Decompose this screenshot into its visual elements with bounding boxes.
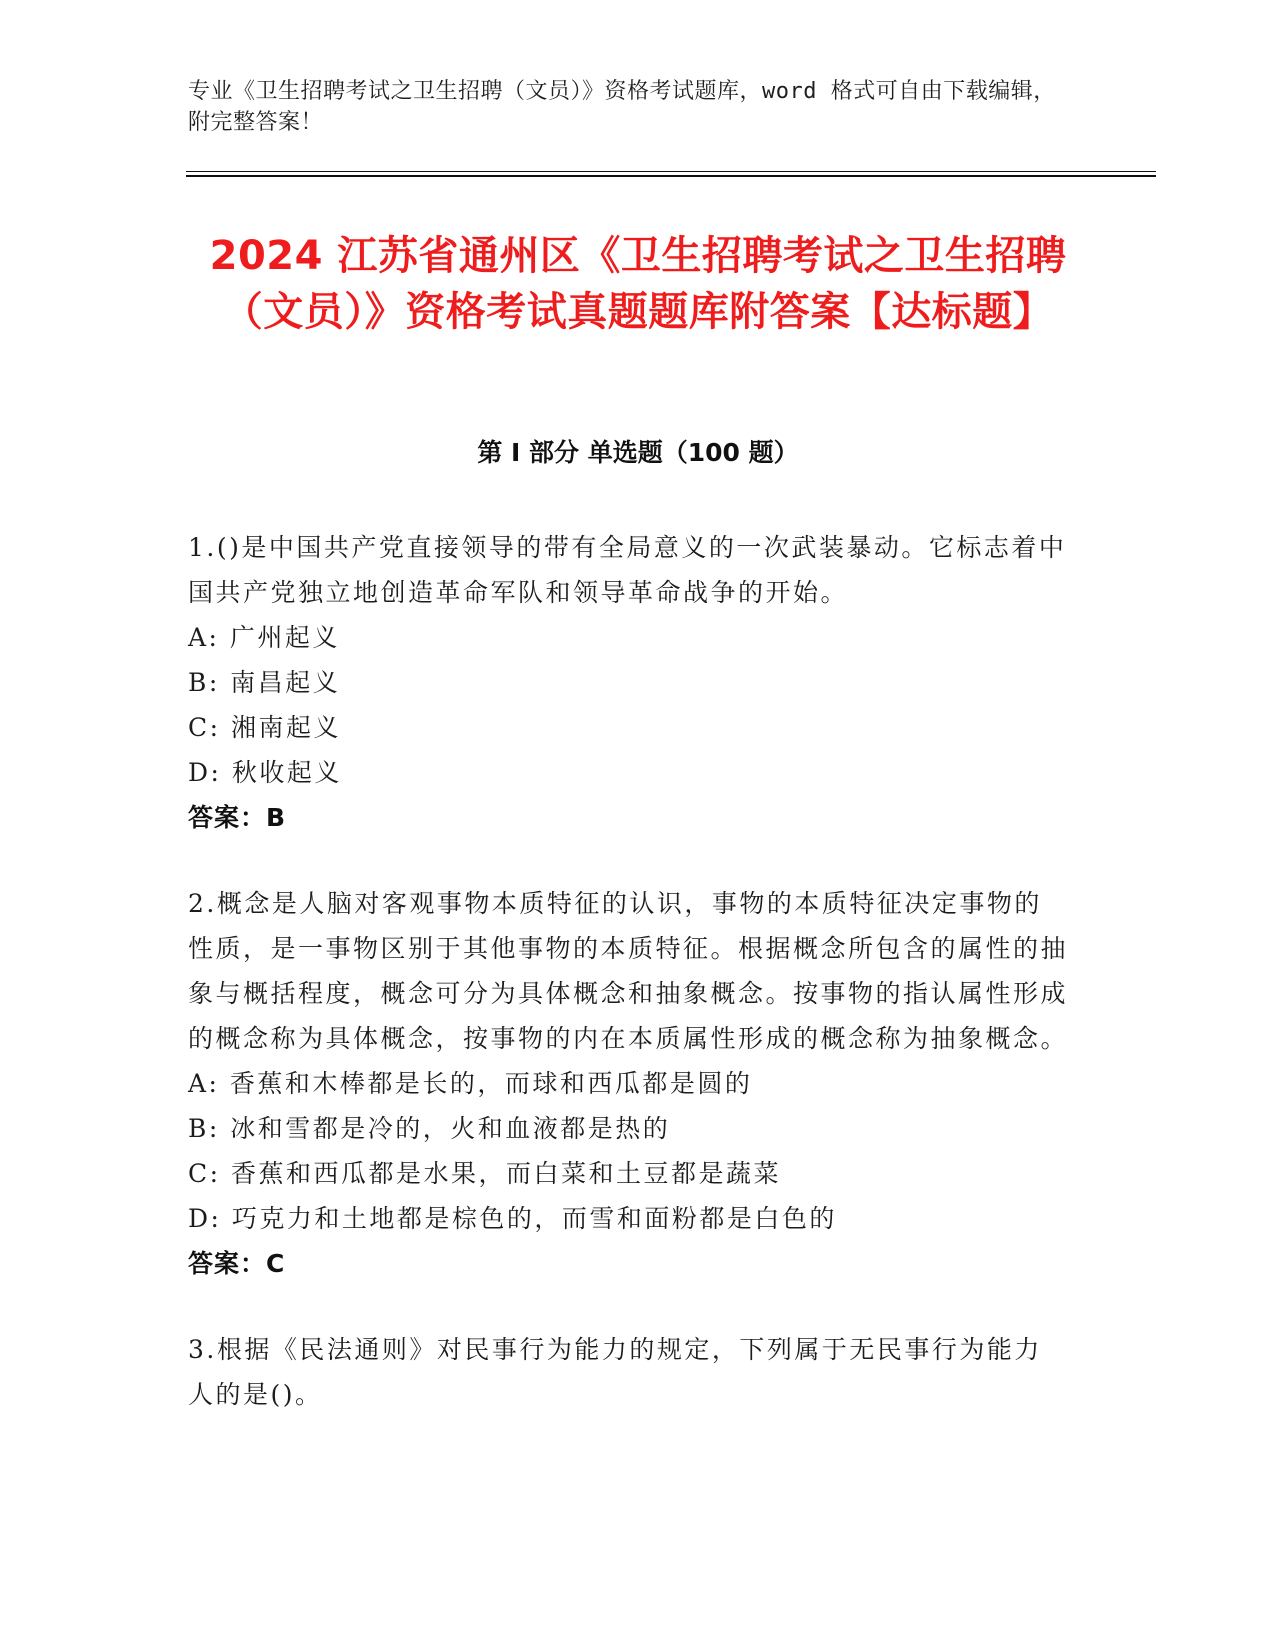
option-d: D: 巧克力和土地都是棕色的，而雪和面粉都是白色的 (188, 1204, 837, 1233)
option-d: D: 秋收起义 (188, 758, 342, 787)
answer: 答案：B (188, 803, 287, 832)
question-2 (188, 881, 1068, 1286)
question-list (188, 525, 1068, 1458)
question-1 (188, 525, 1068, 840)
document-title: 2024 江苏省通州区《卫生招聘考试之卫生招聘（文员）》资格考试真题题库附答案【达标题】 (209, 233, 1067, 335)
header-rule-thin (186, 171, 1156, 172)
question-stem: 3.根据《民法通则》对民事行为能力的规定，下列属于无民事行为能力人的是()。 (188, 1335, 1042, 1409)
answer: 答案：C (188, 1249, 286, 1278)
option-a: A: 香蕉和木棒都是长的，而球和西瓜都是圆的 (188, 1069, 753, 1098)
header-rule-thick (186, 175, 1156, 177)
option-c: C: 湘南起义 (188, 713, 341, 742)
section-heading: 第 I 部分 单选题（100 题） (477, 438, 799, 467)
question-stem: 1.()是中国共产党直接领导的带有全局意义的一次武装暴动。它标志着中国共产党独立地创造革命军队和领导革命战争的开始。 (188, 533, 1067, 607)
option-b: B: 南昌起义 (188, 668, 341, 697)
question-stem: 2.概念是人脑对客观事物本质特征的认识，事物的本质特征决定事物的性质，是一事物区别于其他事物的本质特征。根据概念所包含的属性的抽象与概括程度，概念可分为具体概念和抽象概念。按事物的指认属性形成的概念称为具体概念，按事物的内在本质属性形成的概念称为抽象概念。 (188, 889, 1069, 1053)
header-note: 专业《卫生招聘考试之卫生招聘（文员）》资格考试题库，word 格式可自由下载编辑，附完整答案！ (188, 79, 1056, 135)
option-a: A: 广州起义 (188, 623, 340, 652)
question-3 (188, 1327, 1068, 1417)
option-c: C: 香蕉和西瓜都是水果，而白菜和土豆都是蔬菜 (188, 1159, 781, 1188)
option-b: B: 冰和雪都是冷的，火和血液都是热的 (188, 1114, 671, 1143)
